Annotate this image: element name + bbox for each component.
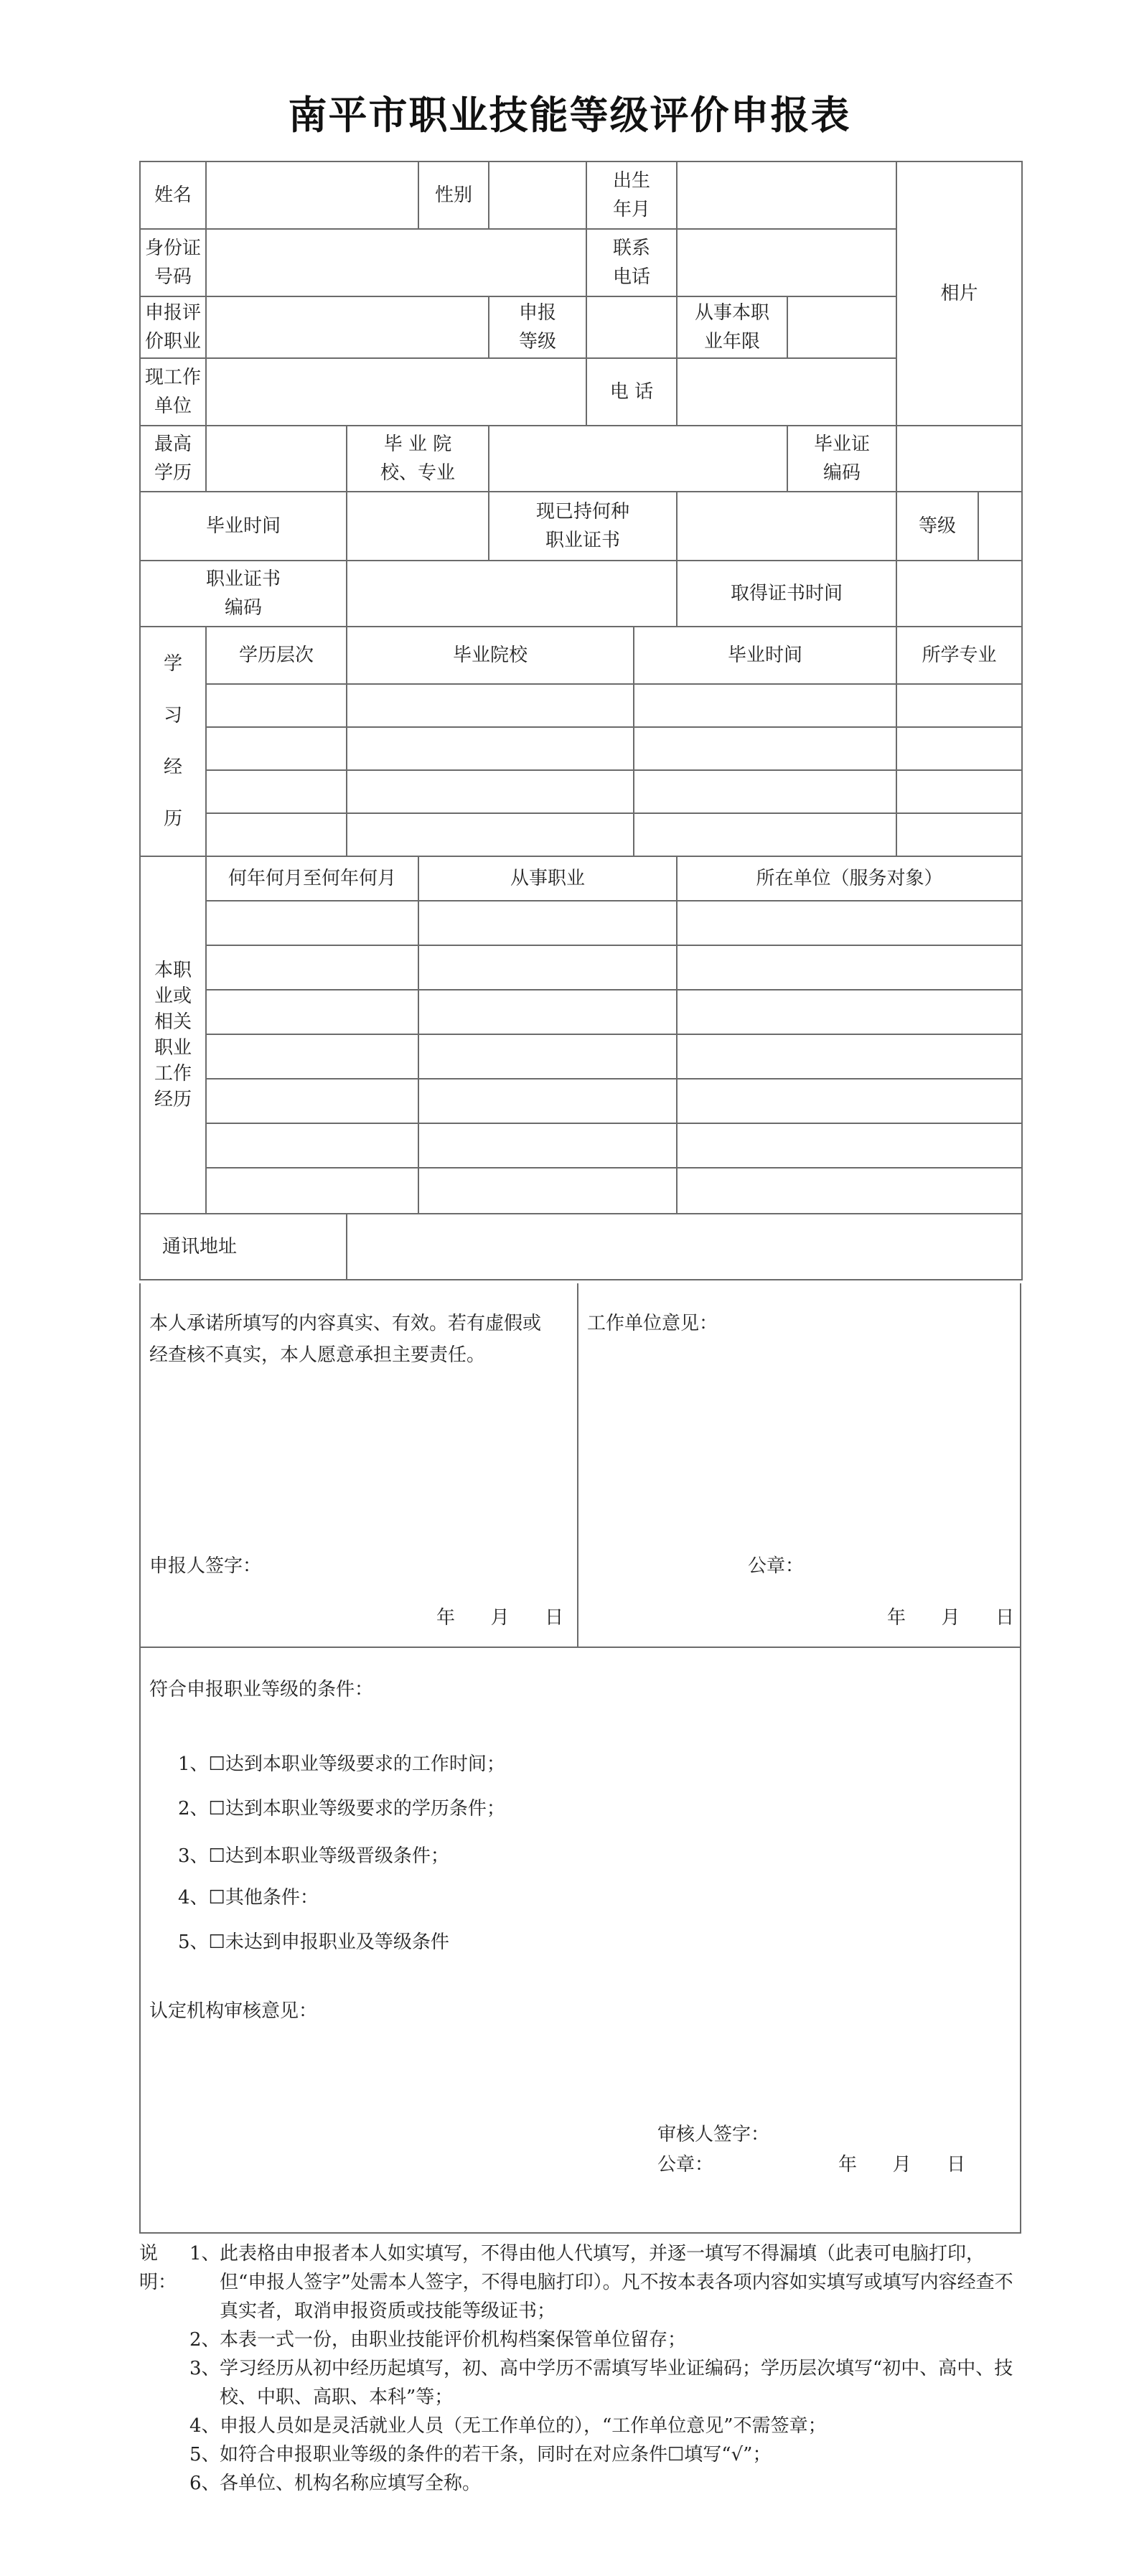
work-cell[interactable] (677, 1034, 1022, 1079)
condition-item-3: 3、☐达到本职业等级晋级条件； (178, 1845, 449, 1867)
study-cell[interactable] (206, 813, 347, 856)
page-title: 南平市职业技能等级评价申报表 (288, 93, 851, 138)
grad-time-field[interactable] (347, 492, 489, 561)
contact-field[interactable] (677, 229, 896, 296)
grad-time-header: 毕业时间 (634, 627, 896, 684)
applicant-signature-label: 申报人签字： (149, 1555, 262, 1577)
grad-cert-label: 毕业证 编码 (787, 426, 896, 492)
id-label: 身份证 号码 (140, 229, 206, 296)
study-history-label: 学 习 经 历 (140, 627, 206, 856)
study-cell[interactable] (347, 770, 634, 813)
pledge-divider (577, 1283, 578, 1647)
phone-label: 电 话 (586, 358, 677, 426)
review-date: 年 月 日 (838, 2154, 966, 2175)
edu-field[interactable] (206, 426, 347, 492)
review-seal-label: 公章： (657, 2154, 714, 2175)
edu-level-header: 学历层次 (206, 627, 347, 684)
work-cell[interactable] (206, 1168, 418, 1214)
cert-held-label: 现已持何种 职业证书 (489, 492, 677, 561)
work-cell[interactable] (206, 1123, 418, 1168)
study-cell[interactable] (634, 813, 896, 856)
study-cell[interactable] (896, 727, 1022, 770)
study-cell[interactable] (896, 770, 1022, 813)
name-label: 姓名 (140, 161, 206, 229)
gender-field[interactable] (489, 161, 586, 229)
work-cell[interactable] (677, 1123, 1022, 1168)
work-cell[interactable] (418, 945, 677, 990)
cert-time-field[interactable] (896, 561, 1022, 627)
years-label: 从事本职 业年限 (677, 296, 787, 358)
work-cell[interactable] (206, 901, 418, 945)
years-field[interactable] (787, 296, 896, 358)
study-cell[interactable] (634, 770, 896, 813)
study-cell[interactable] (347, 684, 634, 727)
work-history-label: 本职 业或 相关 职业 工作 经历 (140, 856, 206, 1214)
work-cell[interactable] (418, 1034, 677, 1079)
study-cell[interactable] (206, 684, 347, 727)
work-cell[interactable] (206, 945, 418, 990)
study-cell[interactable] (206, 727, 347, 770)
work-cell[interactable] (677, 901, 1022, 945)
study-cell[interactable] (634, 727, 896, 770)
study-cell[interactable] (634, 684, 896, 727)
notes-section (139, 2239, 1029, 2498)
work-cell[interactable] (677, 945, 1022, 990)
apply-level-field[interactable] (586, 296, 677, 358)
employer-seal-label: 公章： (748, 1555, 805, 1577)
study-cell[interactable] (896, 684, 1022, 727)
address-field[interactable] (347, 1214, 1022, 1280)
school-major-label: 毕 业 院 校、专业 (347, 426, 489, 492)
cert-held-field[interactable] (677, 492, 896, 561)
pledge-text-line1: 本人承诺所填写的内容真实、有效。若有虚假或 (149, 1313, 542, 1334)
job-label: 申报评 价职业 (140, 296, 206, 358)
apply-level-label: 申报 等级 (489, 296, 586, 358)
conditions-heading: 符合申报职业等级的条件： (149, 1679, 374, 1700)
occupation-header: 从事职业 (418, 856, 677, 901)
birth-label: 出生 年月 (586, 161, 677, 229)
work-cell[interactable] (677, 1079, 1022, 1123)
grad-cert-field[interactable] (896, 426, 1022, 492)
photo-box: 相片 (896, 161, 1022, 426)
cert-no-label: 职业证书 编码 (140, 561, 347, 627)
condition-item-4: 4、☐其他条件： (178, 1887, 319, 1908)
phone-field[interactable] (677, 358, 896, 426)
grad-time-label: 毕业时间 (140, 492, 347, 561)
study-cell[interactable] (347, 727, 634, 770)
cert-time-label: 取得证书时间 (677, 561, 896, 627)
note-number: 2、 (189, 2329, 220, 2351)
note-item-3: 学习经历从初中经历起填写，初、高中学历不需填写毕业证编码；学历层次填写“初中、高中、技校、中职、高职、本科”等； (220, 2358, 1013, 2408)
edu-label: 最高 学历 (140, 426, 206, 492)
note-item-2: 本表一式一份，由职业技能评价机构档案保管单位留存； (220, 2329, 687, 2351)
review-opinion-label: 认定机构审核意见： (149, 2000, 318, 2022)
note-number: 3、 (189, 2358, 220, 2379)
employer-opinion-label: 工作单位意见： (587, 1313, 718, 1334)
job-field[interactable] (206, 296, 489, 358)
info-table (139, 161, 1023, 1280)
note-number: 4、 (189, 2415, 220, 2437)
pledge-text-line2: 经查核不真实，本人愿意承担主要责任。 (149, 1344, 486, 1366)
note-number: 6、 (189, 2473, 220, 2494)
work-cell[interactable] (418, 901, 677, 945)
work-cell[interactable] (206, 1034, 418, 1079)
work-cell[interactable] (418, 990, 677, 1034)
cert-no-field[interactable] (347, 561, 677, 627)
major-header: 所学专业 (896, 627, 1022, 684)
employer-field[interactable] (206, 358, 586, 426)
note-item-6: 各单位、机构名称应填写全称。 (220, 2473, 482, 2494)
grad-school-header: 毕业院校 (347, 627, 634, 684)
study-cell[interactable] (896, 813, 1022, 856)
note-item-1: 此表格由申报者本人如实填写，不得由他人代填写，并逐一填写不得漏填（此表可电脑打印，但“申报人签字”处需本人签字，不得电脑打印）。凡不按本表各项内容如实填写或填写内容经查不真实者，取消申报资质或技能等级证书； (220, 2243, 1013, 2322)
reviewer-signature-label: 审核人签字： (657, 2124, 770, 2145)
level-field[interactable] (978, 492, 1022, 561)
note-number: 5、 (189, 2444, 220, 2465)
name-field[interactable] (206, 161, 418, 229)
unit-header: 所在单位（服务对象） (677, 856, 1022, 901)
work-cell[interactable] (206, 1079, 418, 1123)
work-cell[interactable] (418, 1168, 677, 1214)
gender-label: 性别 (418, 161, 489, 229)
address-label: 通讯地址 (140, 1214, 347, 1280)
employer-date: 年 月 日 (887, 1607, 1015, 1629)
condition-item-1: 1、☐达到本职业等级要求的工作时间； (178, 1753, 505, 1775)
work-cell[interactable] (677, 990, 1022, 1034)
note-item-4: 申报人员如是灵活就业人员（无工作单位的），“工作单位意见”不需签章； (220, 2415, 827, 2437)
study-cell[interactable] (206, 770, 347, 813)
condition-item-2: 2、☐达到本职业等级要求的学历条件； (178, 1798, 505, 1819)
note-number: 1、 (189, 2243, 220, 2264)
work-cell[interactable] (418, 1123, 677, 1168)
work-cell[interactable] (206, 990, 418, 1034)
school-major-field[interactable] (489, 426, 787, 492)
note-item-5: 如符合申报职业等级的条件的若干条，同时在对应条件☐填写“√”； (220, 2444, 772, 2465)
period-header: 何年何月至何年何月 (206, 856, 418, 901)
level-label: 等级 (896, 492, 978, 561)
contact-label: 联系 电话 (586, 229, 677, 296)
notes-label: 说明： (139, 2243, 177, 2293)
id-field[interactable] (206, 229, 586, 296)
applicant-date: 年 月 日 (436, 1607, 564, 1629)
work-cell[interactable] (418, 1079, 677, 1123)
employer-label: 现工作 单位 (140, 358, 206, 426)
work-cell[interactable] (677, 1168, 1022, 1214)
birth-field[interactable] (677, 161, 896, 229)
condition-item-5: 5、☐未达到申报职业及等级条件 (178, 1931, 449, 1953)
study-cell[interactable] (347, 813, 634, 856)
